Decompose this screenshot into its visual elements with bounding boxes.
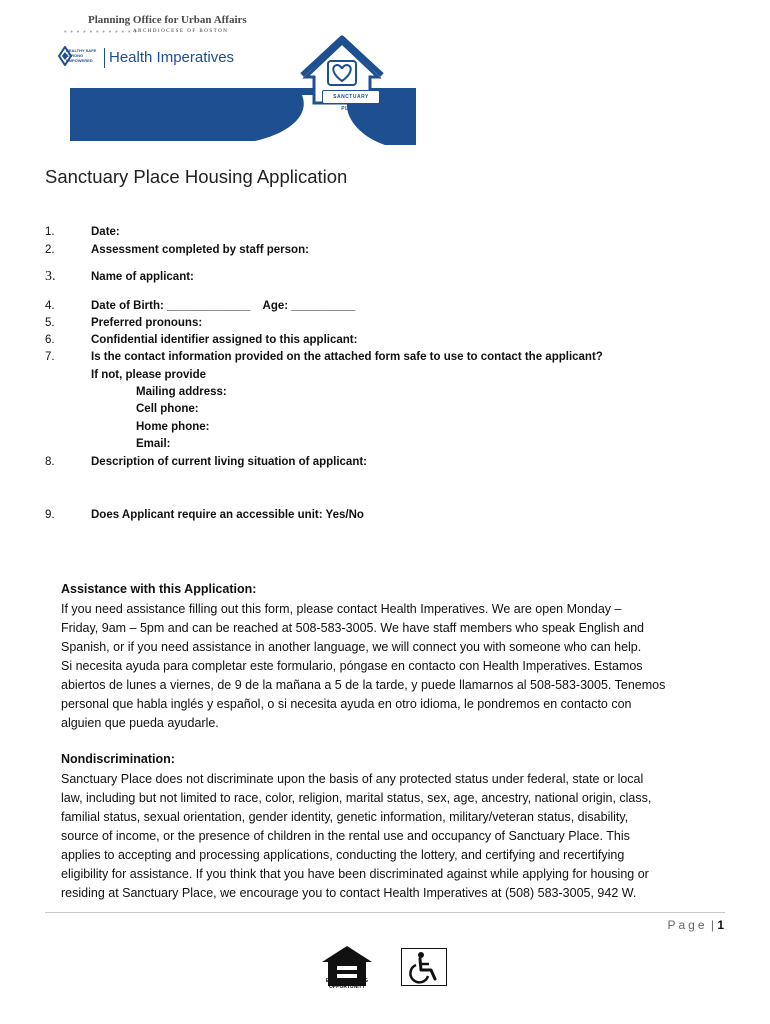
assistance-line: personal que habla inglés y español, o si necesita ayuda en otro idioma, le pondremos en contacto con (61, 697, 632, 711)
item-number: 1. (45, 226, 55, 238)
assistance-heading: Assistance with this Application: (61, 582, 257, 596)
assistance-line: If you need assistance filling out this form, please contact Health Imperatives. We are open Monday – (61, 602, 622, 616)
item-number: 3. (45, 269, 56, 284)
page-separator: | (710, 918, 714, 932)
item-number: 8. (45, 456, 55, 468)
assistance-line: Spanish, or if you need assistance in another language, we will connect you with someone who can help. (61, 640, 642, 654)
assistance-line: Si necesita ayuda para completar este formulario, póngase en contacto con Health Imperatives. Estamos (61, 659, 643, 673)
field-cell-phone: Cell phone: (136, 403, 199, 415)
field-date: Date: (91, 226, 120, 238)
field-confidential-id: Confidential identifier assigned to this applicant: (91, 334, 358, 346)
equal-housing-text: EQUAL HOUSING OPPORTUNITY (325, 978, 369, 990)
nondiscrimination-line: Sanctuary Place does not discriminate upon the basis of any protected status under federal, state or local (61, 772, 644, 786)
nondiscrimination-heading: Nondiscrimination: (61, 752, 175, 766)
assistance-body (61, 600, 741, 733)
page-title: Sanctuary Place Housing Application (45, 166, 348, 187)
org-subtitle: ARCHDIOCESE OF BOSTON (133, 29, 229, 34)
field-assessment-staff: Assessment completed by staff person: (91, 244, 309, 256)
field-contact-safe: Is the contact information provided on the attached form safe to use to contact the applicant? (91, 351, 603, 363)
page-label: Page (667, 918, 708, 932)
assistance-line: alguien que pueda ayudarle. (61, 716, 219, 730)
field-applicant-name: Name of applicant: (91, 271, 194, 283)
field-email: Email: (136, 438, 171, 450)
nondiscrimination-body (61, 770, 741, 903)
item-number: 4. (45, 300, 55, 312)
nondiscrimination-line: eligibility for assistance. If you think that you have been discriminated against while applying for housing or (61, 867, 649, 881)
org-dots: • • • • • • • • • • • • (64, 29, 138, 36)
field-dob-age: Date of Birth: _____________ Age: __________ (91, 300, 356, 312)
item-number: 7. (45, 351, 55, 363)
nondiscrimination-line: law, including but not limited to race, color, religion, marital status, sex, age, ancestry, national origin, class, (61, 791, 652, 805)
item-number: 5. (45, 317, 55, 329)
nondiscrimination-line: familial status, sexual orientation, gender identity, genetic information, military/veteran status, disability, (61, 810, 629, 824)
assistance-line: abiertos de lunes a viernes, de 9 de la mañana a 5 de la tarde, y puede llamarnos al 508-583-3005. Tenemos (61, 678, 666, 692)
nondiscrimination-line: residing at Sanctuary Place, we encourage you to contact Health Imperatives at (508) 583-3005, 942 W. (61, 886, 637, 900)
nondiscrimination-line: source of income, or the presence of children in the rental use and occupancy of Sanctuary Place. This (61, 829, 630, 843)
footer-rule (45, 912, 725, 913)
item-number: 6. (45, 334, 55, 346)
org-name: Planning Office for Urban Affairs (88, 14, 247, 26)
page-number (667, 918, 724, 932)
hi-tagline: HEALTHY SAFE STRONG EMPOWERED (66, 48, 97, 63)
page-number-value: 1 (717, 918, 724, 932)
wheelchair-accessible-icon (401, 948, 447, 986)
field-accessible-unit: Does Applicant require an accessible unit: Yes/No (91, 509, 364, 521)
nondiscrimination-line: applies to accepting and processing applications, conducting the lottery, and certifying and recertifying (61, 848, 625, 862)
sanctuary-logo-label: SANCTUARY PLACE (322, 90, 380, 104)
field-mailing-address: Mailing address: (136, 386, 227, 398)
field-living-situation: Description of current living situation of applicant: (91, 456, 368, 468)
field-pronouns: Preferred pronouns: (91, 317, 203, 329)
field-home-phone: Home phone: (136, 421, 210, 433)
item-number: 9. (45, 509, 55, 521)
hi-name: Health Imperatives (109, 49, 235, 66)
if-not-provide: If not, please provide (91, 369, 207, 381)
assistance-line: Friday, 9am – 5pm and can be reached at 508-583-3005. We have staff members who speak English and (61, 621, 644, 635)
item-number: 2. (45, 244, 55, 256)
